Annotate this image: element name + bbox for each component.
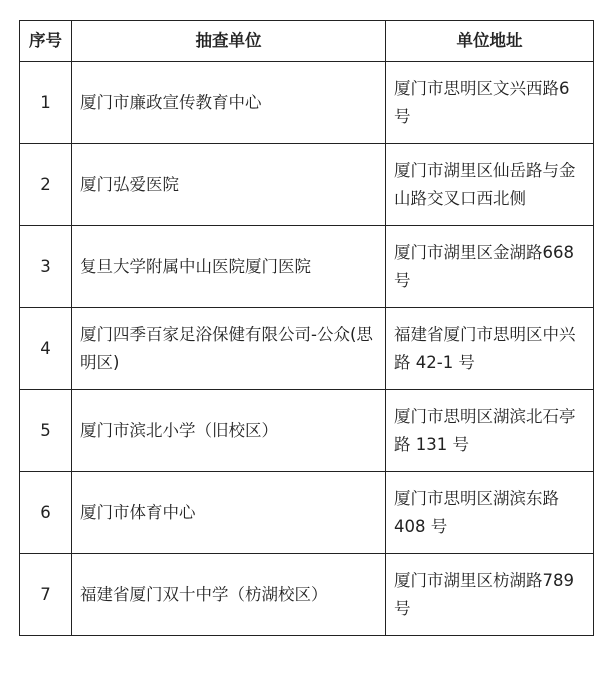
row-index: 7: [20, 554, 72, 636]
row-unit: 复旦大学附属中山医院厦门医院: [72, 226, 386, 308]
table-row: [20, 472, 594, 554]
row-address: 厦门市湖里区枋湖路789 号: [386, 554, 594, 636]
row-index: 6: [20, 472, 72, 554]
row-index: 2: [20, 144, 72, 226]
row-unit: 厦门市体育中心: [72, 472, 386, 554]
row-index: 4: [20, 308, 72, 390]
table-row: [20, 226, 594, 308]
table-row: [20, 62, 594, 144]
row-index: 5: [20, 390, 72, 472]
row-address: 福建省厦门市思明区中兴路 42-1 号: [386, 308, 594, 390]
header-unit: 抽查单位: [72, 21, 386, 62]
row-index: 1: [20, 62, 72, 144]
row-unit: 福建省厦门双十中学（枋湖校区）: [72, 554, 386, 636]
table-row: [20, 554, 594, 636]
inspection-table: [19, 20, 594, 636]
table-row: [20, 308, 594, 390]
row-unit: 厦门市廉政宣传教育中心: [72, 62, 386, 144]
row-address: 厦门市思明区文兴西路6 号: [386, 62, 594, 144]
row-unit: 厦门弘爱医院: [72, 144, 386, 226]
row-address: 厦门市思明区湖滨东路408 号: [386, 472, 594, 554]
row-address: 厦门市湖里区仙岳路与金山路交叉口西北侧: [386, 144, 594, 226]
table-row: [20, 144, 594, 226]
row-unit: 厦门四季百家足浴保健有限公司-公众(思明区): [72, 308, 386, 390]
header-address: 单位地址: [386, 21, 594, 62]
row-unit: 厦门市滨北小学（旧校区）: [72, 390, 386, 472]
row-address: 厦门市思明区湖滨北石亭路 131 号: [386, 390, 594, 472]
header-index: 序号: [20, 21, 72, 62]
header-row: [20, 21, 594, 62]
row-index: 3: [20, 226, 72, 308]
table-row: [20, 390, 594, 472]
row-address: 厦门市湖里区金湖路668 号: [386, 226, 594, 308]
